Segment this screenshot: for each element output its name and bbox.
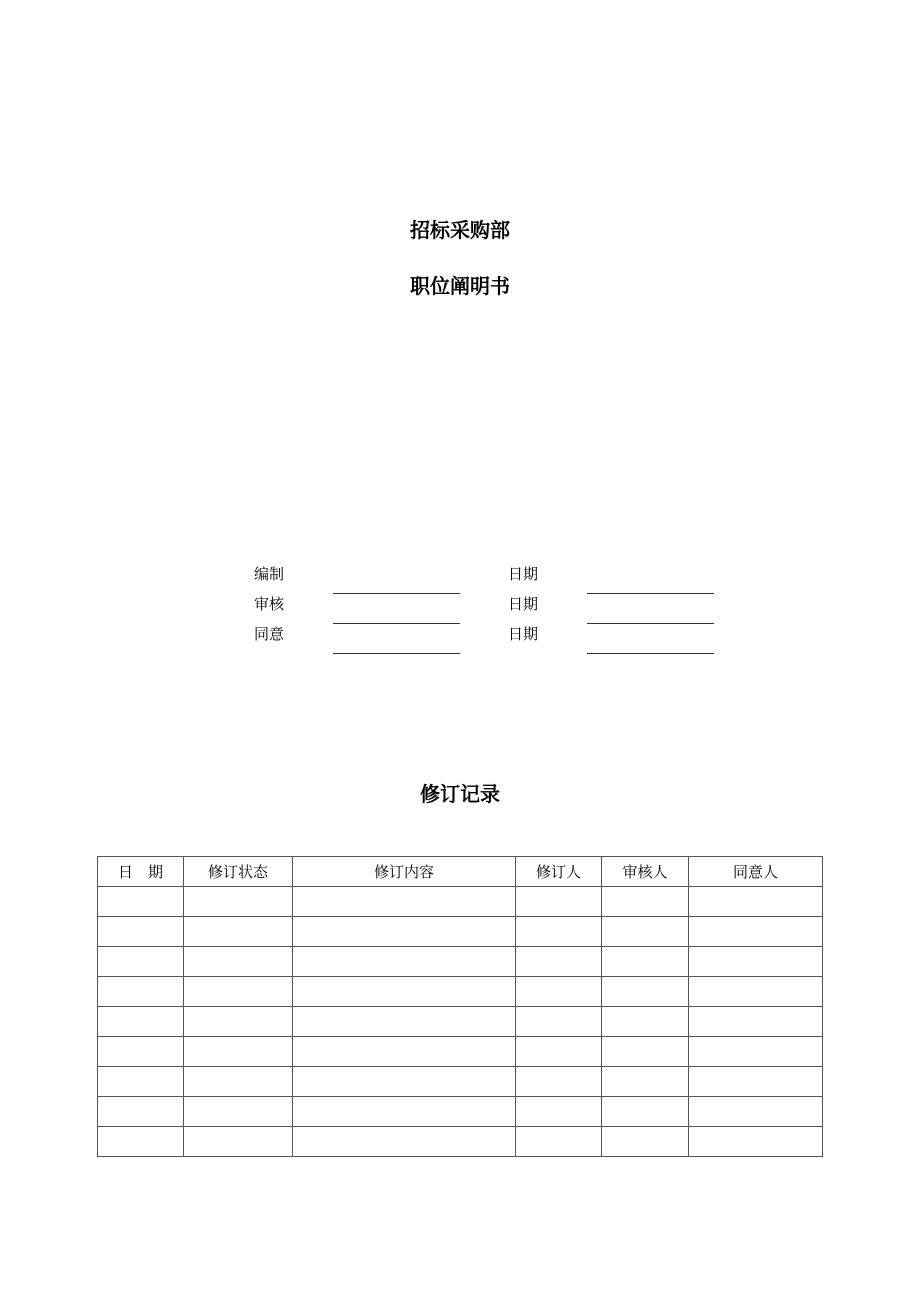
table-cell[interactable] xyxy=(689,887,823,917)
table-cell[interactable] xyxy=(516,1097,602,1127)
table-cell[interactable] xyxy=(184,1037,293,1067)
table-cell[interactable] xyxy=(602,1037,689,1067)
table-cell[interactable] xyxy=(98,977,184,1007)
table-row xyxy=(98,1127,823,1157)
table-cell[interactable] xyxy=(184,887,293,917)
table-cell[interactable] xyxy=(98,947,184,977)
table-row xyxy=(98,917,823,947)
header-status: 修订状态 xyxy=(184,857,293,887)
table-cell[interactable] xyxy=(516,917,602,947)
table-cell[interactable] xyxy=(184,1007,293,1037)
prepared-date-label: 日期 xyxy=(508,565,539,583)
table-row xyxy=(98,887,823,917)
table-cell[interactable] xyxy=(293,917,516,947)
header-reviser: 修订人 xyxy=(516,857,602,887)
table-cell[interactable] xyxy=(689,1007,823,1037)
approved-date-label: 日期 xyxy=(508,625,539,643)
table-cell[interactable] xyxy=(98,1097,184,1127)
revision-table xyxy=(97,856,823,1157)
header-reviewer: 审核人 xyxy=(602,857,689,887)
table-cell[interactable] xyxy=(689,917,823,947)
table-cell[interactable] xyxy=(516,1127,602,1157)
table-cell[interactable] xyxy=(184,977,293,1007)
table-row xyxy=(98,1037,823,1067)
table-cell[interactable] xyxy=(602,1097,689,1127)
table-cell[interactable] xyxy=(98,887,184,917)
table-cell[interactable] xyxy=(293,887,516,917)
header-approver: 同意人 xyxy=(689,857,823,887)
table-cell[interactable] xyxy=(516,1037,602,1067)
table-row xyxy=(98,1007,823,1037)
table-cell[interactable] xyxy=(516,887,602,917)
header-content: 修订内容 xyxy=(293,857,516,887)
table-cell[interactable] xyxy=(602,947,689,977)
reviewed-date-field[interactable] xyxy=(587,623,714,624)
table-cell[interactable] xyxy=(184,947,293,977)
table-cell[interactable] xyxy=(98,1007,184,1037)
table-cell[interactable] xyxy=(602,977,689,1007)
revision-title: 修订记录 xyxy=(420,782,500,806)
table-cell[interactable] xyxy=(184,1067,293,1097)
table-cell[interactable] xyxy=(602,887,689,917)
table-cell[interactable] xyxy=(689,1097,823,1127)
reviewed-label: 审核 xyxy=(254,595,285,613)
table-cell[interactable] xyxy=(516,1067,602,1097)
table-cell[interactable] xyxy=(293,1037,516,1067)
approved-date-field[interactable] xyxy=(587,653,714,654)
prepared-signature-field[interactable] xyxy=(333,593,460,594)
table-cell[interactable] xyxy=(184,1097,293,1127)
table-cell[interactable] xyxy=(293,1067,516,1097)
table-row xyxy=(98,977,823,1007)
department-title: 招标采购部 xyxy=(410,218,510,242)
table-cell[interactable] xyxy=(293,1097,516,1127)
table-cell[interactable] xyxy=(293,1007,516,1037)
table-cell[interactable] xyxy=(516,977,602,1007)
table-cell[interactable] xyxy=(293,977,516,1007)
approved-signature-field[interactable] xyxy=(333,653,460,654)
table-cell[interactable] xyxy=(293,1127,516,1157)
table-cell[interactable] xyxy=(602,917,689,947)
table-row xyxy=(98,947,823,977)
table-row xyxy=(98,1067,823,1097)
table-cell[interactable] xyxy=(602,1127,689,1157)
table-cell[interactable] xyxy=(602,1067,689,1097)
table-cell[interactable] xyxy=(184,1127,293,1157)
table-cell[interactable] xyxy=(98,1037,184,1067)
header-date: 日 期 xyxy=(98,857,184,887)
table-cell[interactable] xyxy=(689,1127,823,1157)
table-cell[interactable] xyxy=(689,977,823,1007)
prepared-label: 编制 xyxy=(254,565,285,583)
reviewed-date-label: 日期 xyxy=(508,595,539,613)
table-cell[interactable] xyxy=(293,947,516,977)
table-cell[interactable] xyxy=(98,1067,184,1097)
table-cell[interactable] xyxy=(689,1067,823,1097)
table-row xyxy=(98,1097,823,1127)
table-header-row xyxy=(98,857,823,887)
reviewed-signature-field[interactable] xyxy=(333,623,460,624)
table-cell[interactable] xyxy=(689,947,823,977)
prepared-date-field[interactable] xyxy=(587,593,714,594)
approved-label: 同意 xyxy=(254,625,285,643)
table-cell[interactable] xyxy=(184,917,293,947)
table-cell[interactable] xyxy=(689,1037,823,1067)
document-title: 职位阐明书 xyxy=(410,274,510,298)
table-cell[interactable] xyxy=(98,1127,184,1157)
table-cell[interactable] xyxy=(98,917,184,947)
table-cell[interactable] xyxy=(516,1007,602,1037)
table-cell[interactable] xyxy=(516,947,602,977)
table-cell[interactable] xyxy=(602,1007,689,1037)
